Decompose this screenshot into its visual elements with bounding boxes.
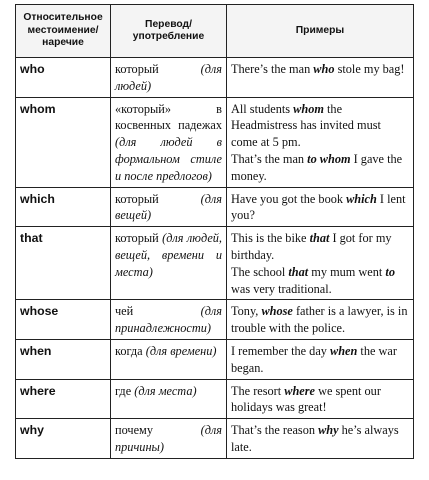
example-sentence: That’s the reason why he’s always late. — [231, 423, 399, 454]
highlighted-word: whom — [293, 101, 324, 116]
highlighted-word: which — [346, 191, 377, 206]
translation-cell — [111, 379, 227, 419]
table-row-whom — [16, 97, 414, 187]
usage-note: (для времени) — [145, 343, 217, 358]
translation-cell — [111, 58, 227, 98]
relative-pronouns-table — [15, 4, 414, 459]
header-examples: Примеры — [227, 5, 414, 58]
highlighted-word: that — [309, 231, 330, 246]
examples-cell — [227, 300, 414, 340]
usage-note: (для причины) — [115, 423, 222, 454]
pronoun-cell: which — [16, 187, 111, 227]
translation-text: который — [115, 62, 159, 76]
example-sentence: The resort where we spent our holidays was great! — [231, 383, 381, 415]
highlighted-word: to — [385, 264, 395, 279]
example-sentence: That’s the man to whom I gave the money. — [231, 151, 403, 183]
usage-note: (для места) — [134, 383, 197, 398]
pronoun-cell: when — [16, 339, 111, 379]
table-header-row — [16, 5, 414, 58]
header-translation: Перевод/ употребление — [111, 5, 227, 58]
translation-cell — [111, 97, 227, 187]
examples-cell — [227, 379, 414, 419]
table-row-where — [16, 379, 414, 419]
examples-cell — [227, 339, 414, 379]
usage-note: (для людей, вещей, времени и места) — [115, 231, 222, 279]
highlighted-word: that — [288, 264, 309, 279]
example-sentence: There’s the man who stole my bag! — [231, 62, 405, 76]
example-sentence: Tony, whose father is a lawyer, is in trouble with the police. — [231, 304, 408, 336]
highlighted-word: why — [318, 423, 339, 438]
examples-cell — [227, 187, 414, 227]
table-row-why — [16, 419, 414, 459]
pronoun-cell: why — [16, 419, 111, 459]
translation-cell — [111, 187, 227, 227]
translation-text: который — [115, 191, 159, 206]
translation-cell — [111, 339, 227, 379]
example-sentence: The school that my mum went to was very traditional. — [231, 264, 395, 296]
translation-text: когда — [115, 343, 143, 358]
example-sentence: Have you got the book which I lent you? — [231, 191, 406, 223]
translation-text: который — [115, 231, 159, 246]
examples-cell — [227, 419, 414, 459]
examples-cell — [227, 58, 414, 98]
usage-note: (для людей в формальном стиле и после предлогов) — [115, 135, 222, 183]
example-sentence: This is the bike that I got for my birthday. — [231, 231, 392, 262]
examples-cell — [227, 227, 414, 300]
highlighted-word: when — [330, 343, 358, 358]
example-sentence: All students whom the Headmistress has invited must come at 5 pm. — [231, 101, 381, 150]
usage-note: (для вещей) — [115, 191, 222, 223]
translation-text: чей — [115, 304, 134, 319]
translation-cell — [111, 300, 227, 340]
pronoun-cell: whose — [16, 300, 111, 340]
header-pronoun: Относительное местоимение/ наречие — [16, 5, 111, 58]
translation-text: где — [115, 383, 132, 398]
table-row-which — [16, 187, 414, 227]
highlighted-word: whose — [261, 304, 293, 319]
table-row-who — [16, 58, 414, 98]
pronoun-cell: that — [16, 227, 111, 300]
highlighted-word: to whom — [307, 151, 351, 166]
table-row-whose — [16, 300, 414, 340]
usage-note: (для людей) — [115, 62, 222, 93]
highlighted-word: where — [284, 383, 316, 398]
translation-cell — [111, 419, 227, 459]
example-sentence: I remember the day when the war began. — [231, 343, 397, 375]
usage-note: (для принадлежности) — [115, 304, 222, 336]
pronoun-cell: whom — [16, 97, 111, 187]
pronoun-cell: who — [16, 58, 111, 98]
translation-text: почему — [115, 423, 153, 438]
translation-text: «который» в косвенных падежах — [115, 101, 222, 133]
translation-cell — [111, 227, 227, 300]
examples-cell — [227, 97, 414, 187]
table-row-that — [16, 227, 414, 300]
table-row-when — [16, 339, 414, 379]
pronoun-cell: where — [16, 379, 111, 419]
highlighted-word: who — [313, 62, 335, 76]
